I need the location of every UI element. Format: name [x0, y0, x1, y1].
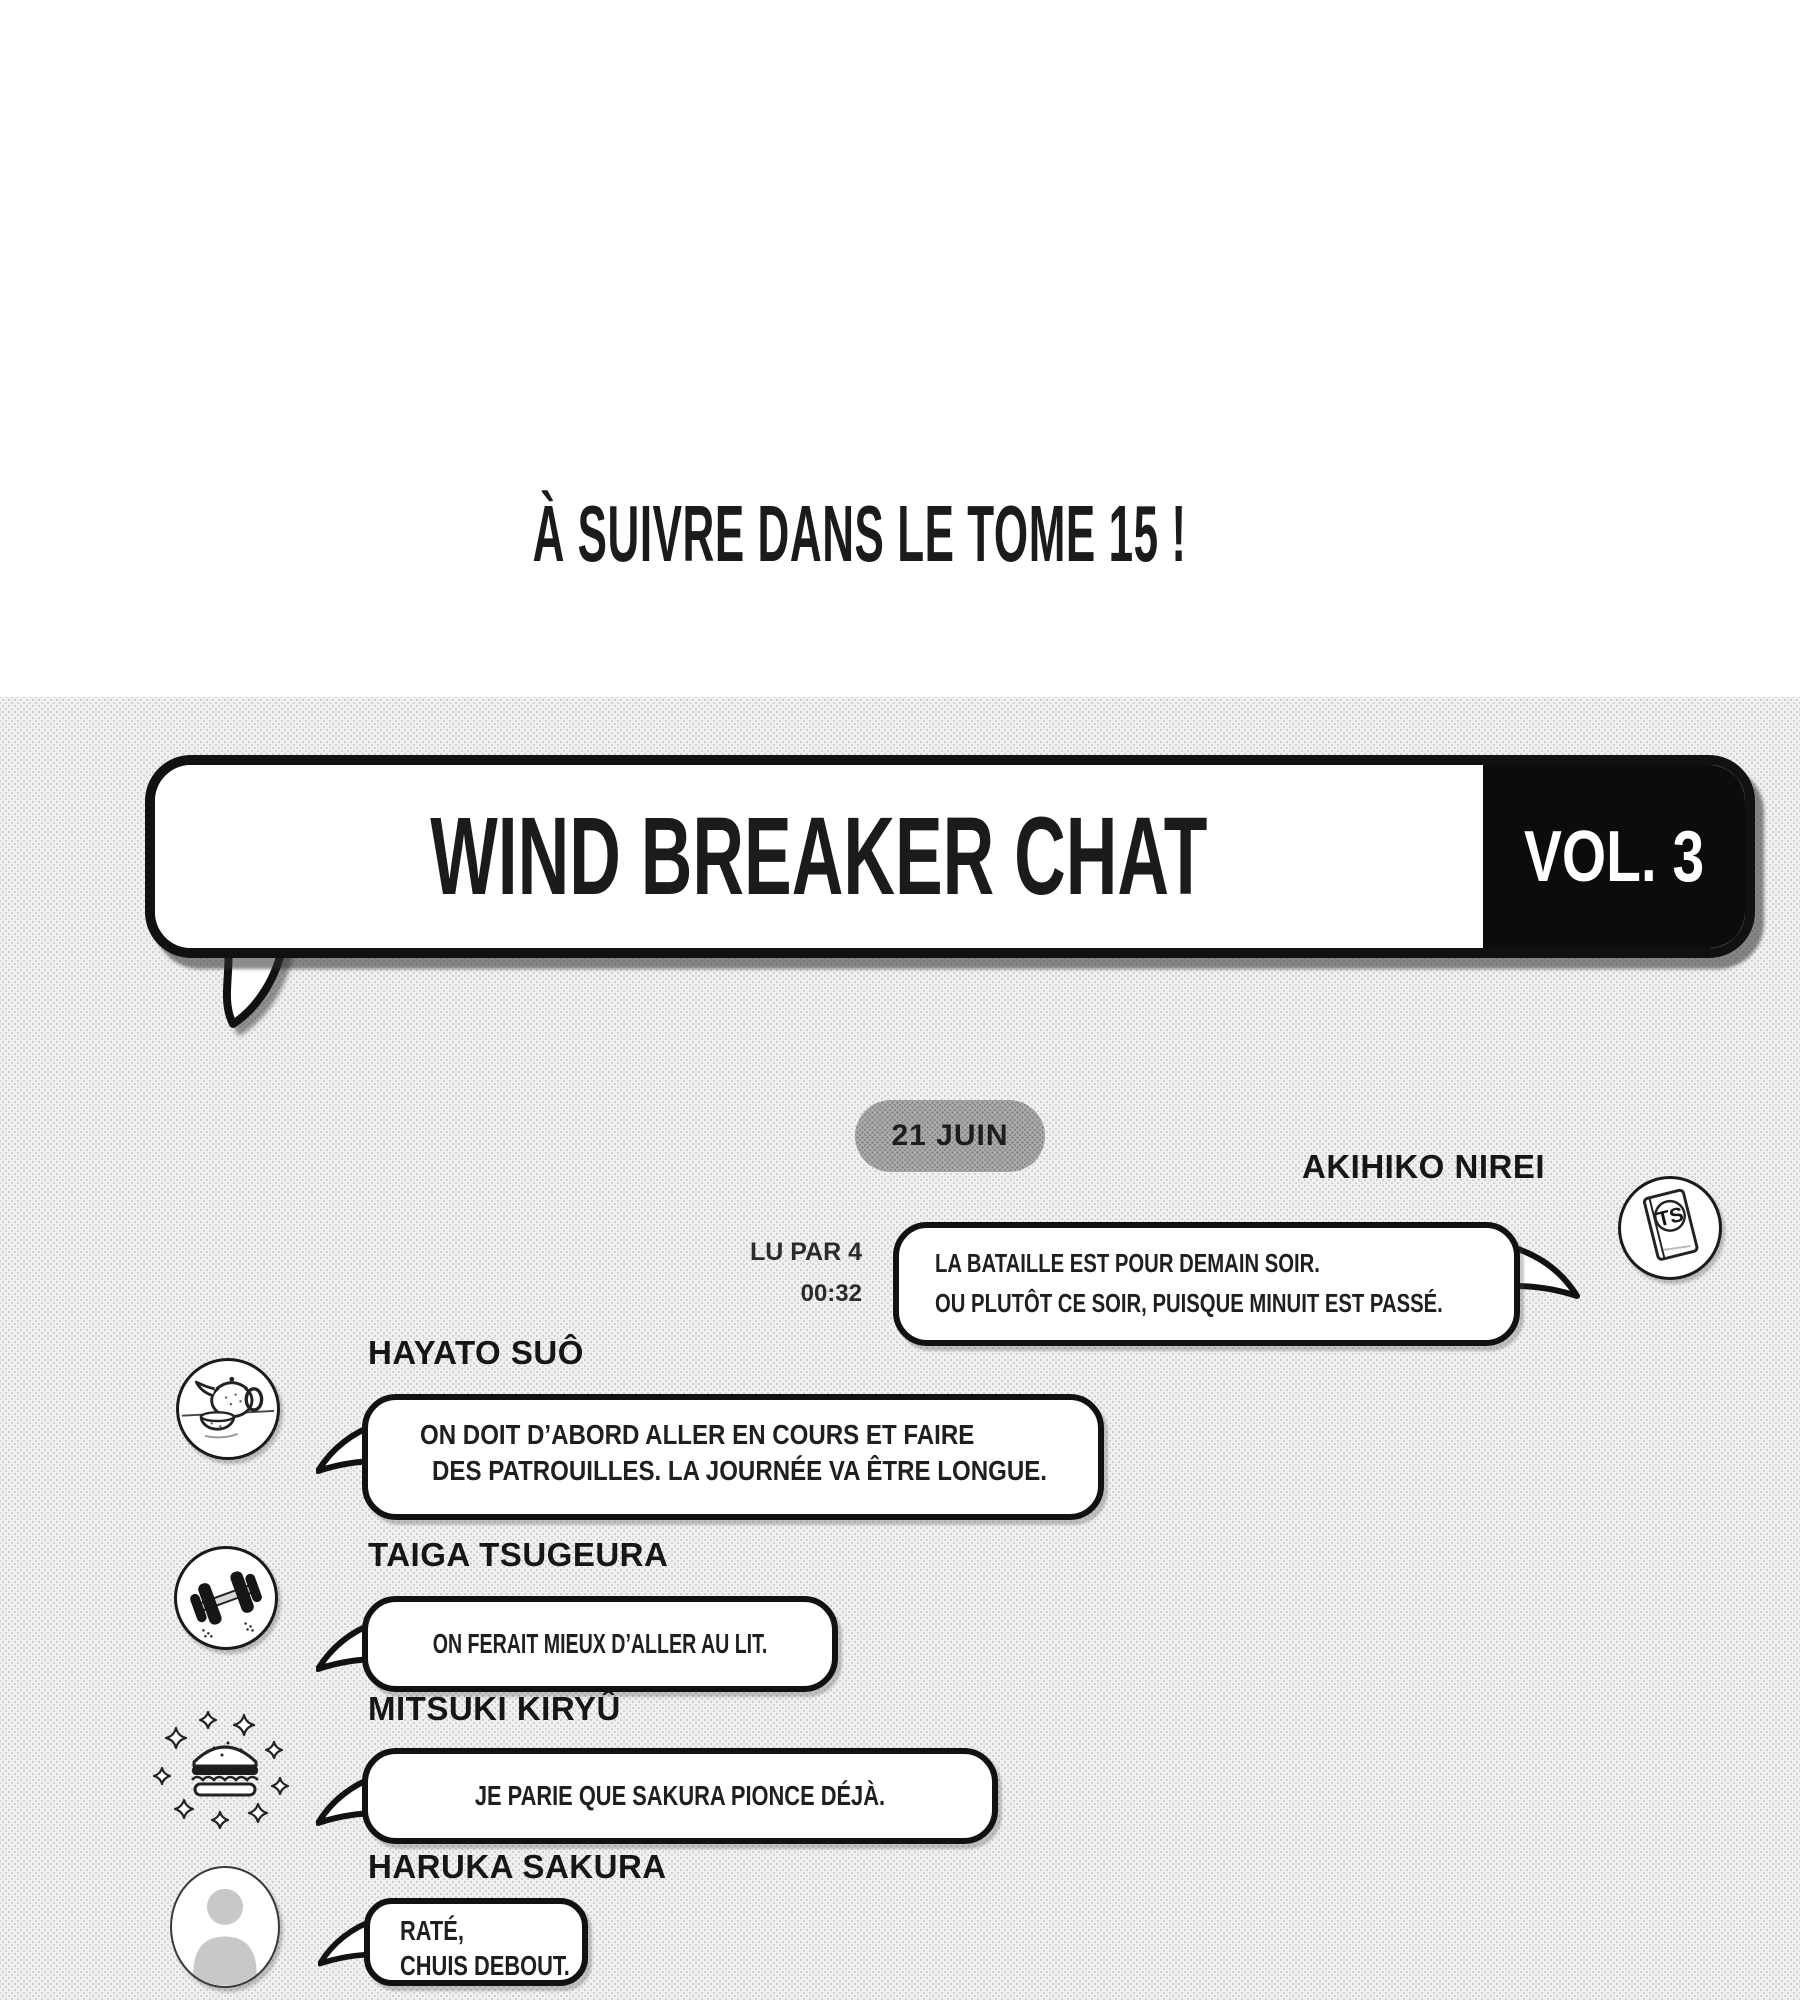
- avatar-tsugeura: [174, 1546, 278, 1650]
- burger-icon: [146, 1698, 304, 1836]
- volume-badge-label: VOL. 3: [1523, 816, 1705, 897]
- page-title: [0, 488, 1720, 580]
- timestamp: 00:32: [800, 1280, 862, 1307]
- chat-header-title: WIND BREAKER CHAT: [430, 795, 1208, 918]
- message-line: DES PATROUILLES. LA JOURNÉE VA ÊTRE LONGUE.: [432, 1455, 1047, 1486]
- avatar-nirei: [1618, 1176, 1722, 1280]
- page-title-text: À SUIVRE DANS LE TOME 15 !: [532, 489, 1188, 578]
- date-badge: 21 JUIN: [855, 1100, 1045, 1172]
- bubble-tail-nirei: [1512, 1246, 1582, 1302]
- message-line: OU PLUTÔT CE SOIR, PUISQUE MINUIT EST PASSÉ.: [935, 1288, 1443, 1318]
- author-name-nirei: AKIHIKO NIREI: [1301, 1148, 1545, 1185]
- message-bubble-kiryu: [362, 1748, 998, 1844]
- svg-text:TS: TS: [1654, 1202, 1686, 1232]
- message-bubble-sakura: [364, 1898, 588, 1986]
- notebook-icon: [1621, 1179, 1719, 1277]
- read-receipt: LU PAR 4: [749, 1238, 862, 1266]
- author-name-suo: HAYATO SUÔ: [368, 1334, 584, 1371]
- message-line: ON DOIT D’ABORD ALLER EN COURS ET FAIRE: [420, 1419, 975, 1450]
- chat-header-title-area: [155, 765, 1483, 948]
- message-line: LA BATAILLE EST POUR DEMAIN SOIR.: [935, 1248, 1320, 1278]
- message-bubble-tsugeura: [362, 1596, 838, 1692]
- message-line: ON FERAIT MIEUX D’ALLER AU LIT.: [432, 1628, 768, 1659]
- message-line: JE PARIE QUE SAKURA PIONCE DÉJÀ.: [474, 1780, 886, 1811]
- teapot-icon: [179, 1361, 277, 1457]
- volume-badge: [1483, 765, 1745, 948]
- message-bubble-nirei: [893, 1222, 1520, 1346]
- avatar-sakura: [170, 1866, 280, 1988]
- dumbbell-icon: [177, 1549, 275, 1647]
- avatar-kiryu: [146, 1698, 304, 1836]
- person-icon: [172, 1868, 278, 1986]
- chat-header-bubble: [145, 755, 1755, 958]
- message-line: CHUIS DEBOUT.: [400, 1950, 570, 1981]
- author-name-kiryu: MITSUKI KIRYÛ: [368, 1690, 621, 1727]
- author-name-sakura: HARUKA SAKURA: [368, 1848, 667, 1885]
- message-bubble-suo: [362, 1394, 1104, 1520]
- avatar-suo: [176, 1358, 280, 1460]
- message-line: RATÉ,: [400, 1915, 464, 1946]
- author-name-tsugeura: TAIGA TSUGEURA: [368, 1536, 669, 1573]
- message-meta-nirei: [700, 1238, 862, 1308]
